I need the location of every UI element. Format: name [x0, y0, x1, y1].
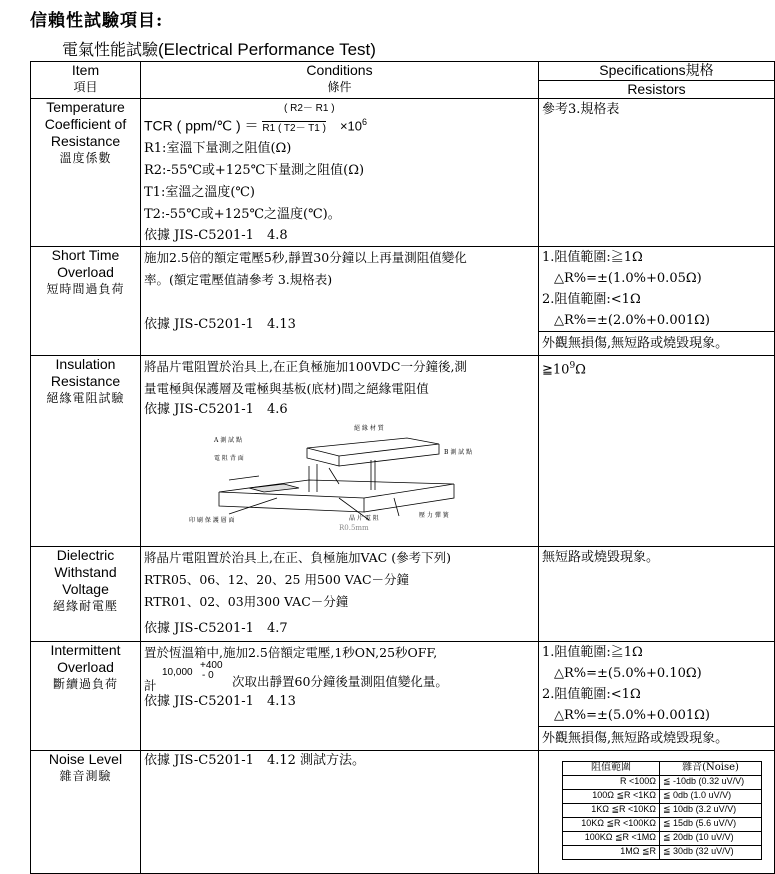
- reference-standard: 依據 JIS-C5201-1 4.13: [144, 316, 296, 332]
- header-spec-sub: [539, 81, 775, 99]
- noise-col-range: 阻值範圍: [563, 761, 660, 775]
- table-row: [563, 789, 762, 803]
- noise-value: ≦ 10db (3.2 uV/V): [660, 803, 762, 817]
- spec-line: △R%=±(5.0%+0.10Ω): [554, 665, 702, 681]
- row-dielectric-withstand: [31, 546, 775, 641]
- row-noise-level: [31, 750, 775, 873]
- noise-range: R <100Ω: [563, 775, 660, 789]
- cond-dielectric-withstand: [141, 546, 539, 641]
- item-en: Intermittent: [50, 641, 121, 658]
- insulation-fixture-diagram: [189, 420, 489, 532]
- item-en: Dielectric: [56, 546, 115, 563]
- table-row: [563, 775, 762, 789]
- noise-col-noise: 雜音(Noise): [660, 761, 762, 775]
- header-row: [31, 62, 775, 81]
- table-row: [563, 831, 762, 845]
- formula-line: [144, 113, 535, 138]
- header-item-en: Item: [71, 62, 100, 78]
- row-intermittent-overload: [31, 641, 775, 750]
- spec-line: △R%=±(2.0%+0.001Ω): [554, 312, 710, 328]
- item-zh: 絕緣電阻試驗: [46, 390, 125, 405]
- cond-line: 率。(額定電壓值請參考 3.規格表): [144, 271, 333, 287]
- formula-numerator: ( R2－ R1 ): [284, 103, 335, 114]
- tolerance-plus: +400: [200, 659, 223, 671]
- noise-value: ≦ 15db (5.6 uV/V): [660, 817, 762, 831]
- item-en: Resistance: [50, 372, 121, 389]
- spec-noise-level: [539, 750, 775, 873]
- cond-line: 置於恆溫箱中,施加2.5倍額定電壓,1秒ON,25秒OFF,: [144, 644, 438, 660]
- cond-line: RTR05、06、12、20、25 用500 VAC－分鐘: [144, 571, 410, 587]
- item-noise-level: [31, 750, 141, 873]
- spec-line: 2.阻值範圍:<1Ω: [542, 291, 641, 307]
- item-en: Short Time: [51, 246, 120, 263]
- test-items-table: [30, 61, 775, 874]
- noise-range: 1KΩ ≦R <10KΩ: [563, 803, 660, 817]
- table-row: [563, 845, 762, 859]
- header-item: [31, 62, 141, 99]
- cond-line: 將晶片電阻置於治具上,在正、負極施加VAC (參考下列): [144, 549, 451, 565]
- spec-appearance: 外觀無損傷,無短路或燒毀現象。: [539, 331, 774, 355]
- table-row: [563, 803, 762, 817]
- cond-suffix: 次取出靜置60分鐘後量測阻值變化量。: [232, 673, 448, 689]
- cond-line: R1:室溫下量測之阻值(Ω): [144, 140, 292, 156]
- item-insulation-resistance: [31, 355, 141, 546]
- label-resistor-back: 電 阻 背 面: [214, 454, 244, 462]
- spec-dielectric-withstand: [539, 546, 775, 641]
- spec-short-time-overload: [539, 246, 775, 355]
- row-short-time-overload: [31, 246, 775, 355]
- label-chip-resistor: 晶 片 電 阻: [349, 514, 379, 522]
- noise-range: 1MΩ ≦R: [563, 845, 660, 859]
- spec-line: 無短路或燒毀現象。: [542, 549, 660, 565]
- noise-range: 100KΩ ≦R <1MΩ: [563, 831, 660, 845]
- item-en: Noise Level: [48, 750, 123, 767]
- spec-line: △R%=±(5.0%+0.001Ω): [554, 707, 710, 723]
- noise-value: ≦ 20db (10 uV/V): [660, 831, 762, 845]
- noise-range: 10KΩ ≦R <100KΩ: [563, 817, 660, 831]
- label-printed-protection: 印 刷 保 護 層 面: [189, 516, 235, 524]
- item-zh: 溫度係數: [59, 151, 112, 165]
- cond-line: T2:-55℃或+125℃之溫度(℃)。: [144, 206, 341, 222]
- spec-unit: Ω: [575, 361, 586, 377]
- item-en: Insulation: [55, 355, 116, 372]
- row-insulation-resistance: [31, 355, 775, 546]
- reference-standard: 依據 JIS-C5201-1 4.6: [144, 401, 288, 417]
- spec-line: 2.阻值範圍:<1Ω: [542, 686, 641, 702]
- spec-tcr: [539, 99, 775, 247]
- noise-table: [562, 761, 762, 860]
- label-test-point-a: A 測 試 點: [214, 436, 243, 444]
- cond-line: 施加2.5倍的額定電壓5秒,靜置30分鐘以上再量測阻值變化: [144, 249, 467, 265]
- section-title-zh: 電氣性能試驗: [62, 40, 159, 59]
- header-conditions-zh: 條件: [327, 80, 352, 94]
- cycle-count: 10,000: [162, 666, 193, 678]
- spec-insulation-resistance: [539, 355, 775, 546]
- noise-value: ≦ 0db (1.0 uV/V): [660, 789, 762, 803]
- item-en: Overload: [57, 263, 114, 280]
- header-conditions-en: Conditions: [306, 62, 373, 78]
- cycle-count-line: [144, 659, 535, 693]
- formula-multiplier: ×10: [339, 118, 363, 134]
- item-short-time-overload: [31, 246, 141, 355]
- header-item-zh: 項目: [73, 80, 98, 94]
- label-pressure-spring: 壓 力 彈 簧: [419, 511, 449, 519]
- cond-insulation-resistance: [141, 355, 539, 546]
- reference-standard: 依據 JIS-C5201-1 4.7: [144, 620, 288, 636]
- item-en: Overload: [57, 658, 114, 675]
- formula-exponent: 6: [362, 117, 368, 127]
- formula-denominator: R1 ( T2－ T1 ): [262, 122, 326, 134]
- cond-short-time-overload: [141, 246, 539, 355]
- noise-range: 100Ω ≦R <1KΩ: [563, 789, 660, 803]
- item-zh: 短時間過負荷: [46, 281, 125, 296]
- page-title: 信賴性試驗項目:: [30, 11, 164, 31]
- cond-line: 將晶片電阻置於治具上,在正負極施加100VDC一分鐘後,測: [144, 358, 467, 374]
- section-title-en: (Electrical Performance Test): [158, 40, 376, 59]
- header-spec-sub-label: Resistors: [627, 81, 686, 97]
- cond-intermittent-overload: [141, 641, 539, 750]
- row-tcr: [31, 99, 775, 247]
- spec-line: 1.阻值範圍:≧1Ω: [542, 644, 643, 660]
- cond-line: 量電極與保護層及電極與基板(底材)間之絕緣電阻值: [144, 380, 429, 396]
- item-en: Resistance: [50, 133, 121, 149]
- cond-noise-level: [141, 750, 539, 873]
- item-en: Voltage: [62, 580, 109, 597]
- item-dielectric-withstand: [31, 546, 141, 641]
- table-row: [563, 817, 762, 831]
- item-zh: 斷續過負荷: [52, 676, 118, 691]
- reference-standard: 依據 JIS-C5201-1 4.8: [144, 227, 288, 243]
- item-en: Temperature: [46, 99, 125, 115]
- label-dimension: R0.5mm: [339, 523, 369, 532]
- reference-standard: 依據 JIS-C5201-1 4.12 測試方法。: [144, 752, 366, 768]
- item-intermittent-overload: [31, 641, 141, 750]
- tolerance-minus: - 0: [202, 669, 214, 681]
- spec-intermittent-overload: [539, 641, 775, 750]
- section-title: [62, 37, 376, 60]
- spec-base: ≧10: [542, 361, 570, 377]
- item-tcr: [31, 99, 141, 247]
- spec-appearance: 外觀無損傷,無短路或燒毀現象。: [539, 726, 774, 750]
- label-test-point-b: B 測 試 點: [444, 448, 473, 456]
- header-conditions: [141, 62, 539, 99]
- noise-value: ≦ 30db (32 uV/V): [660, 845, 762, 859]
- noise-table-header: [563, 761, 762, 775]
- spec-exponent: 9: [569, 360, 576, 371]
- item-zh: 雜音測驗: [59, 768, 112, 783]
- spec-line: △R%=±(1.0%+0.05Ω): [554, 270, 702, 286]
- cond-line: RTR01、02、03用300 VAC－分鐘: [144, 593, 349, 609]
- noise-value: ≦ -10db (0.32 uV/V): [660, 775, 762, 789]
- spec-line: 1.阻值範圍:≧1Ω: [542, 249, 643, 265]
- reference-standard: 依據 JIS-C5201-1 4.13: [144, 693, 296, 709]
- item-zh: 絕緣耐電壓: [52, 598, 118, 613]
- cond-line: T1:室溫之溫度(℃): [144, 184, 256, 200]
- cond-tcr: [141, 99, 539, 247]
- item-en: Coefficient of: [44, 116, 127, 132]
- label-insulation-material: 絕 緣 材 質: [354, 424, 384, 432]
- formula-lhs: TCR ( ppm/℃ ) ＝: [144, 117, 259, 134]
- header-spec-label: Specifications規格: [599, 62, 714, 78]
- cond-line: R2:-55℃或+125℃下量測之阻值(Ω): [144, 162, 365, 178]
- item-en: Withstand: [54, 563, 117, 580]
- cond-prefix: 計: [144, 677, 157, 693]
- spec-line: 參考3.規格表: [542, 102, 620, 117]
- header-spec: [539, 62, 775, 81]
